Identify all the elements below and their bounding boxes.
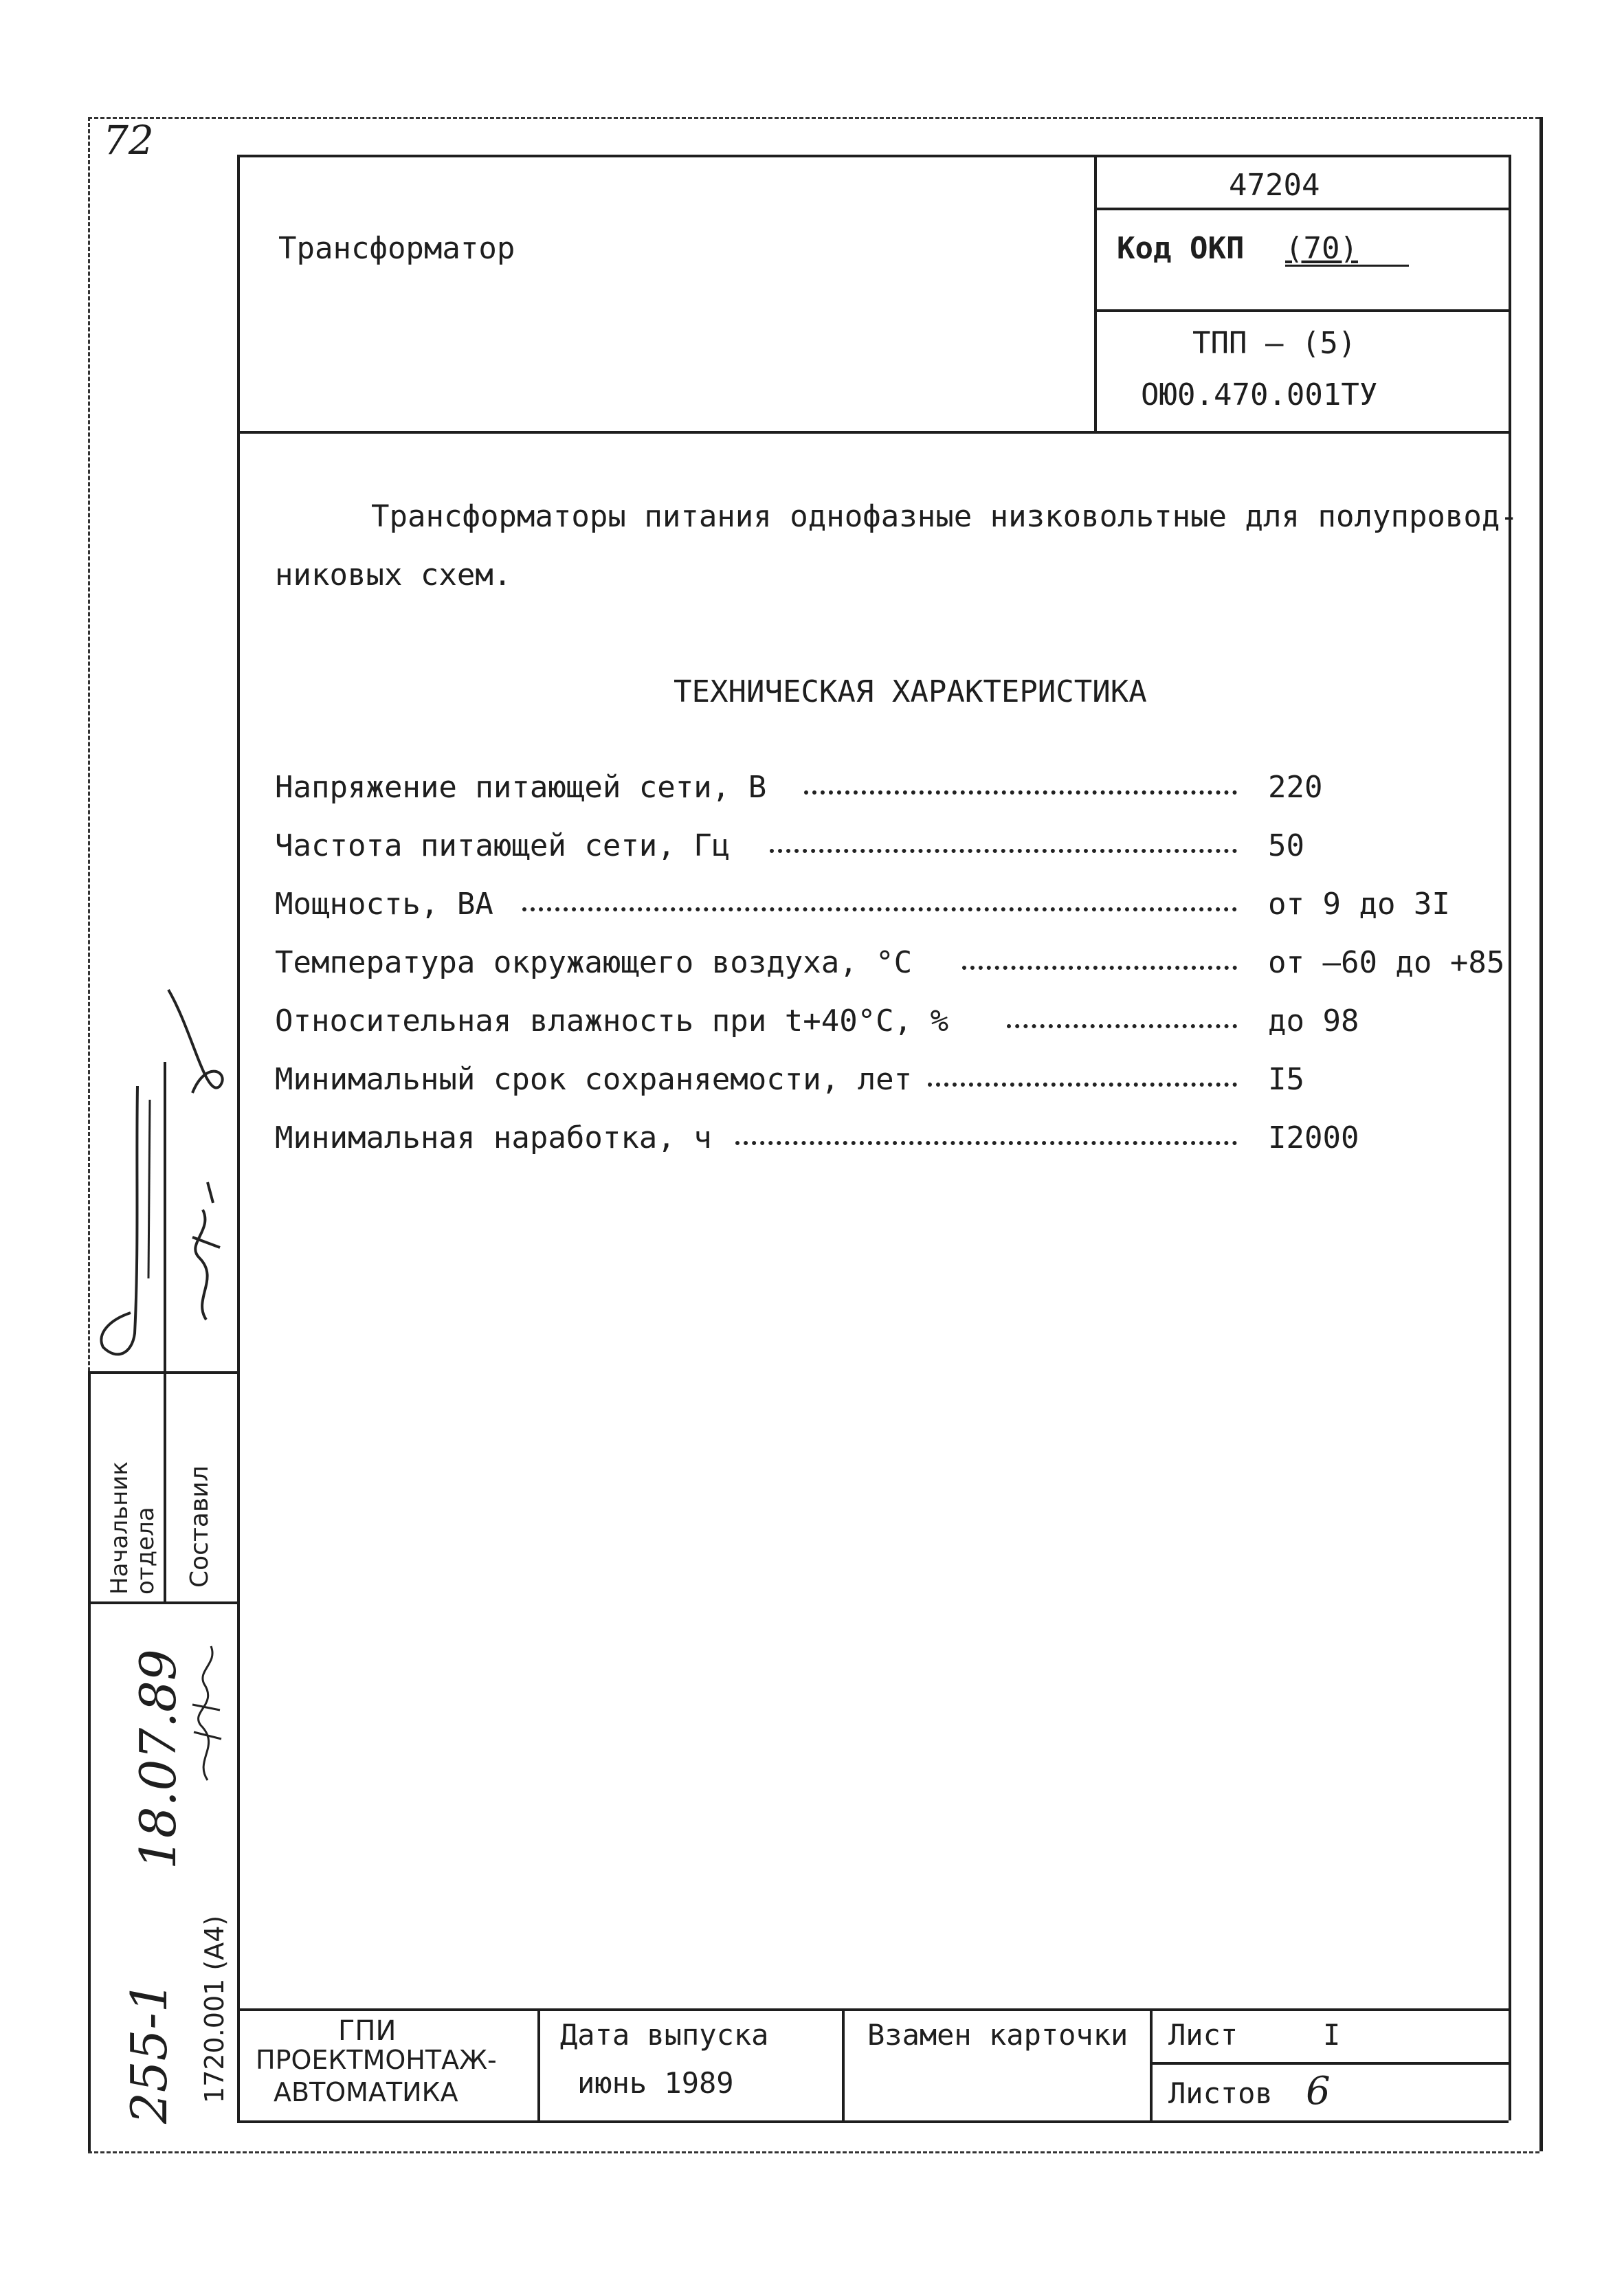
spec-value: до 98 [1268,1004,1359,1039]
spec-value: от –60 до +85 [1268,945,1505,980]
spec-label: Относительная влажность при t+40°С, % [275,1004,949,1039]
handwritten-number: 255-1 [120,1981,178,2124]
okp-code-underline [1285,265,1409,267]
spec-row [275,887,1526,928]
frame-bottom [237,2120,1509,2123]
spec-label: Частота питающей сети, Гц [275,828,731,863]
catalog-number: 47204 [1229,168,1320,203]
okp-code-value: (70) [1285,231,1358,266]
dot-leader [962,966,1237,970]
stamp-line-1 [88,1371,237,1374]
outer-border-bottom [88,2151,1539,2153]
footer-sheet-line [1150,2062,1509,2065]
dot-leader [1007,1024,1237,1028]
footer-divider-1 [537,2008,540,2120]
frame-top [237,155,1509,157]
section-title: ТЕХНИЧЕСКАЯ ХАРАКТЕРИСТИКА [674,674,1147,709]
spec-row [275,1004,1526,1045]
dot-leader [770,849,1237,853]
release-date-label: Дата выпуска [560,2018,769,2052]
spec-label: Напряжение питающей сети, В [275,770,767,805]
spec-label: Минимальный срок сохраняемости, лет [275,1062,913,1097]
outer-border-right [1539,117,1543,2151]
sheet-label: Лист [1168,2018,1238,2052]
signature-head [89,1072,162,1368]
sheets-label: Листов [1168,2076,1273,2110]
handwritten-date: 18.07.89 [129,1649,187,1870]
spec-label: Температура окружающего воздуха, °С [275,945,913,980]
outer-border-top [88,117,1539,119]
spec-label: Мощность, ВА [275,887,493,922]
sheets-value: 6 [1306,2069,1331,2114]
type-designation: ТПП – (5) [1192,326,1357,361]
header-divider [1094,155,1097,431]
spec-value: 50 [1268,828,1304,863]
organization-line-1: ГПИ [338,2015,397,2047]
frame-left [237,155,240,2120]
description-line-2: никовых схем. [275,557,512,592]
description-line-1: Трансформаторы питания однофазные низковольтные для полупровод- [371,499,1518,534]
dot-leader [804,790,1237,795]
organization-line-2: ПРОЕКТМОНТАЖ- [256,2045,497,2075]
organization-line-3: АВТОМАТИКА [274,2077,458,2107]
form-code: 1720.001 (А4) [199,1915,230,2103]
spec-value: 220 [1268,770,1323,805]
header-cell-line-2 [1094,309,1509,312]
spec-value: от 9 до 3I [1268,887,1450,922]
spec-row [275,770,1526,811]
footer-top-line [237,2008,1509,2011]
spec-row [275,1120,1526,1162]
spec-row [275,828,1526,869]
spec-row [275,945,1526,986]
stamp-line-2 [88,1601,237,1604]
stamp-left-edge [88,1371,91,2151]
signature-author [165,976,237,1368]
product-name: Трансформатор [278,231,515,266]
replaces-label: Взамен карточки [867,2018,1128,2052]
header-cell-line-1 [1094,208,1509,210]
header-separator [237,431,1509,434]
spec-document: ОЮ0.470.001ТУ [1141,377,1378,412]
okp-code-label: Код ОКП [1117,231,1245,266]
dot-leader [928,1083,1237,1087]
dot-leader [735,1141,1237,1145]
stamp-author-label: Составил [186,1465,214,1588]
dot-leader [522,907,1237,911]
spec-value: I5 [1268,1062,1304,1097]
sheet-value: I [1323,2018,1341,2052]
spec-value: I2000 [1268,1120,1359,1155]
release-date-value: июнь 1989 [577,2066,734,2100]
spec-row [275,1062,1526,1103]
stamp-head-label: Начальник отдела [106,1461,159,1595]
page-number-handwritten: 72 [103,117,154,164]
spec-label: Минимальная наработка, ч [275,1120,712,1155]
footer-divider-2 [842,2008,845,2120]
signature-small [180,1636,235,1794]
